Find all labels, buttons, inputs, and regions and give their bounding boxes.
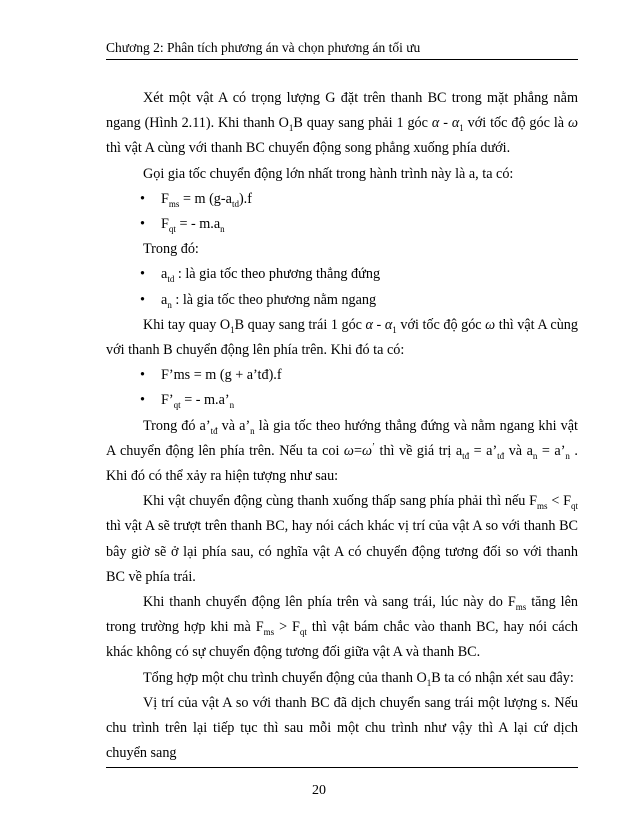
subscript: n <box>220 223 225 234</box>
subscript: ms <box>515 601 527 612</box>
text: F <box>161 190 169 207</box>
alpha-symbol: α <box>451 115 460 132</box>
text: Trong đó a’ <box>143 417 211 434</box>
text: - <box>439 115 452 132</box>
subscript: ms <box>263 627 275 638</box>
text: < F <box>547 493 571 510</box>
omega-symbol: ω <box>485 316 496 333</box>
subscript: n <box>167 299 172 310</box>
text: = - m.a’ <box>180 392 230 409</box>
text: Khi tay quay O <box>143 316 231 333</box>
text: B quay sang phải 1 góc <box>293 115 428 132</box>
header-rule <box>106 59 578 60</box>
subscript: n <box>532 450 538 461</box>
running-header: Chương 2: Phân tích phương án và chọn phương án tối ưu <box>106 40 421 55</box>
subscript: tđ <box>497 450 505 461</box>
prime-mark: ’ <box>372 441 375 452</box>
subscript: 1 <box>230 324 235 335</box>
text: và a <box>504 442 533 459</box>
text: = <box>353 442 362 459</box>
alpha-symbol: α <box>384 316 393 333</box>
text: . Khi đó có thể xảy ra hiện tượng như sau: <box>106 442 578 485</box>
subscript: n <box>229 400 235 411</box>
text: Khi thanh chuyển động lên phía trên và sang trái, lúc này do F <box>143 594 516 611</box>
paragraph-4 <box>106 313 578 363</box>
text: thì vật bám chắc vào thanh BC, hay nói cách khác không có sự chuyển động tương đối giữa vật A và thanh BC. <box>106 619 578 661</box>
text: Khi vật chuyển động cùng thanh xuống thấp sang phía phải thì nếu F <box>143 493 538 510</box>
text: thì vật A cùng với thanh BC chuyển động song phẳng xuống phía dưới. <box>106 140 511 157</box>
subscript: ms <box>168 198 180 209</box>
subscript: 1 <box>459 123 464 134</box>
text: với tốc độ góc là <box>463 115 568 132</box>
text: thì vật A cùng với thanh B chuyển động lên phía trên. Khi đó ta có: <box>106 316 578 359</box>
paragraph-7 <box>106 590 578 666</box>
text: a <box>161 266 168 283</box>
text: là gia tốc theo hướng thẳng đứng và nằm ngang khi vật A chuyển động lên phía trên. Nếu ta coi <box>106 417 578 459</box>
text: B quay sang trái 1 góc <box>234 316 366 333</box>
subscript: qt <box>299 627 307 638</box>
text: = a’ <box>469 442 498 459</box>
page-number: 20 <box>312 783 326 798</box>
text: - <box>372 316 385 333</box>
omega-symbol: ω <box>343 442 354 459</box>
text: F <box>161 216 169 233</box>
text: : là gia tốc theo phương nằm ngang <box>171 291 377 308</box>
subscript: 1 <box>392 324 397 335</box>
subscript: qt <box>173 400 181 411</box>
subscript: 1 <box>288 123 294 134</box>
bullet-atd <box>106 262 578 287</box>
page-body <box>106 86 578 766</box>
subscript: tđ <box>210 425 218 436</box>
paragraph-9: Vị trí của vật A so với thanh BC đã dịch chuyển sang trái một lượng s. Nếu chu trình trên lại tiếp tục thì sau mỗi một chu trình như vậy thì A lại cứ dịch chuyển sang <box>106 694 578 762</box>
text: thì về giá trị a <box>375 442 463 459</box>
omega-symbol: ω <box>361 442 372 459</box>
paragraph-8 <box>106 666 578 691</box>
subscript: td <box>167 274 175 285</box>
subscript: td <box>231 198 239 209</box>
paragraph-1 <box>106 86 578 162</box>
bullet-fms-prime: • F’ms = m (g + a’tđ).f <box>106 363 578 388</box>
paragraph-2: Gọi gia tốc chuyển động lớn nhất trong hành trình này là a, ta có: <box>143 165 514 182</box>
text: Tổng hợp một chu trình chuyển động của thanh O <box>143 669 427 686</box>
text: = m (g-a <box>179 190 232 207</box>
text: > F <box>274 619 300 636</box>
text: : là gia tốc theo phương thẳng đứng <box>174 266 381 283</box>
text: với tốc độ góc <box>396 316 486 333</box>
subscript: n <box>565 450 570 461</box>
bullet-fqt-prime <box>106 388 578 413</box>
text: tăng lên trong trường hợp khi mà F <box>106 594 578 636</box>
text: ).f <box>238 190 252 207</box>
paragraph-5 <box>106 414 578 490</box>
text: Xét một vật A có trọng lượng G đặt trên thanh BC trong mặt phẳng nằm ngang (Hình 2.11). Khi thanh O <box>106 90 578 132</box>
bullet-fms <box>106 187 578 212</box>
text: = a’ <box>537 442 566 459</box>
subscript: 1 <box>426 677 432 688</box>
text: a <box>161 291 168 308</box>
text: F’ <box>161 392 174 409</box>
paragraph-6 <box>106 489 578 590</box>
bullet-fqt <box>106 212 578 237</box>
subscript: tđ <box>462 450 470 461</box>
text: B ta có nhận xét sau đây: <box>431 669 574 686</box>
subscript: n <box>250 425 255 436</box>
alpha-symbol: α <box>365 316 373 333</box>
text: và a’ <box>217 417 251 434</box>
subscript: ms <box>537 501 548 512</box>
text: thì vật A sẽ trượt trên thanh BC, hay nói cách khác vị trí của vật A so với thanh BC bây giờ sẽ ở lại phía sau, có nghĩa vật A có chuyển động tương đối so với thanh BC về phía trái. <box>106 518 578 585</box>
bullet-an <box>106 288 578 313</box>
alpha-symbol: α <box>431 115 440 132</box>
footer-rule <box>106 767 578 768</box>
omega-symbol: ω <box>567 115 578 132</box>
text: = - m.a <box>175 216 221 233</box>
paragraph-3: Trong đó: <box>143 241 199 258</box>
subscript: qt <box>168 223 176 234</box>
subscript: qt <box>570 501 578 512</box>
